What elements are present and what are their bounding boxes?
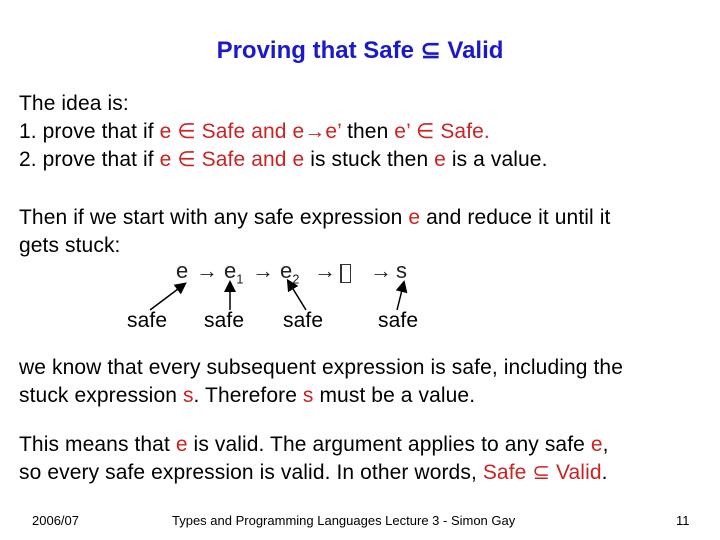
then-text: then: [341, 120, 395, 143]
expr-e: e: [590, 433, 603, 456]
step-2-prefix: 2. prove that if: [19, 148, 160, 171]
chain-e1-base: e: [224, 258, 237, 283]
in-safe-text: ∈ Safe and: [171, 148, 293, 171]
para3-text-a: stuck expression: [19, 384, 183, 407]
expr-s: s: [302, 384, 314, 407]
chain-arrow: →: [370, 258, 392, 283]
footer-course: Types and Programming Languages Lecture 3 - Simon Gay: [172, 513, 516, 528]
para4-line1: [19, 431, 609, 459]
para4-text-e: .: [601, 461, 608, 484]
para4-text-c: ,: [602, 433, 609, 456]
stuck-text: is stuck then: [304, 148, 435, 171]
para2-text-a: Then if we start with any safe expression: [19, 206, 409, 229]
expr-e: e: [159, 120, 172, 143]
para3-line2: [19, 382, 475, 410]
safe-label: safe: [378, 309, 419, 332]
chain-s: s: [396, 258, 407, 283]
para3-text-c: must be a value.: [313, 384, 476, 407]
expr-e: e: [292, 148, 305, 171]
step-1-prefix: 1. prove that if: [19, 120, 160, 143]
para2-text-b: and reduce it until it: [420, 206, 611, 229]
expr-e: e: [159, 148, 172, 171]
chain-arrow: →: [314, 258, 336, 283]
expr-e: e: [175, 433, 188, 456]
footer-page-number: 11: [676, 513, 690, 528]
para3-text-b: . Therefore: [193, 384, 303, 407]
chain-arrow: →: [196, 258, 218, 283]
chain-arrow: →: [252, 258, 274, 283]
para4-text-a: This means that: [19, 433, 176, 456]
para3-line1: we know that every subsequent expression is safe, including the: [19, 356, 623, 379]
expr-e: e: [434, 148, 446, 171]
chain-e1-sub: 1: [236, 271, 244, 287]
in-safe-text: ∈ Safe and: [171, 120, 293, 143]
safe-label: safe: [127, 309, 168, 332]
expr-e: e: [408, 206, 421, 229]
para4-text-b: is valid. The argument applies to any safe: [187, 433, 591, 456]
chain-e: e: [176, 258, 189, 283]
value-text: is a value.: [445, 148, 548, 171]
safe-label: safe: [283, 309, 324, 332]
para4-line2: [19, 459, 608, 487]
footer-date: 2006/07: [32, 513, 79, 528]
in-safe-suffix: ∈ Safe.: [410, 120, 490, 143]
safe-subset-valid: Safe ⊆ Valid: [482, 461, 602, 484]
para4-text-d: so every safe expression is valid. In other words,: [19, 461, 483, 484]
expr-e-prime: e’: [394, 120, 411, 143]
chain-e2-sub: 2: [292, 271, 300, 287]
expr-s: s: [182, 384, 194, 407]
safe-label: safe: [204, 309, 245, 332]
reduction-step: e→e’: [292, 120, 342, 143]
slide-title: Proving that Safe ⊆ Valid: [216, 37, 504, 64]
para2-line2: gets stuck:: [19, 234, 121, 257]
chain-e2-base: e: [280, 258, 293, 283]
intro-text: The idea is:: [19, 92, 129, 115]
